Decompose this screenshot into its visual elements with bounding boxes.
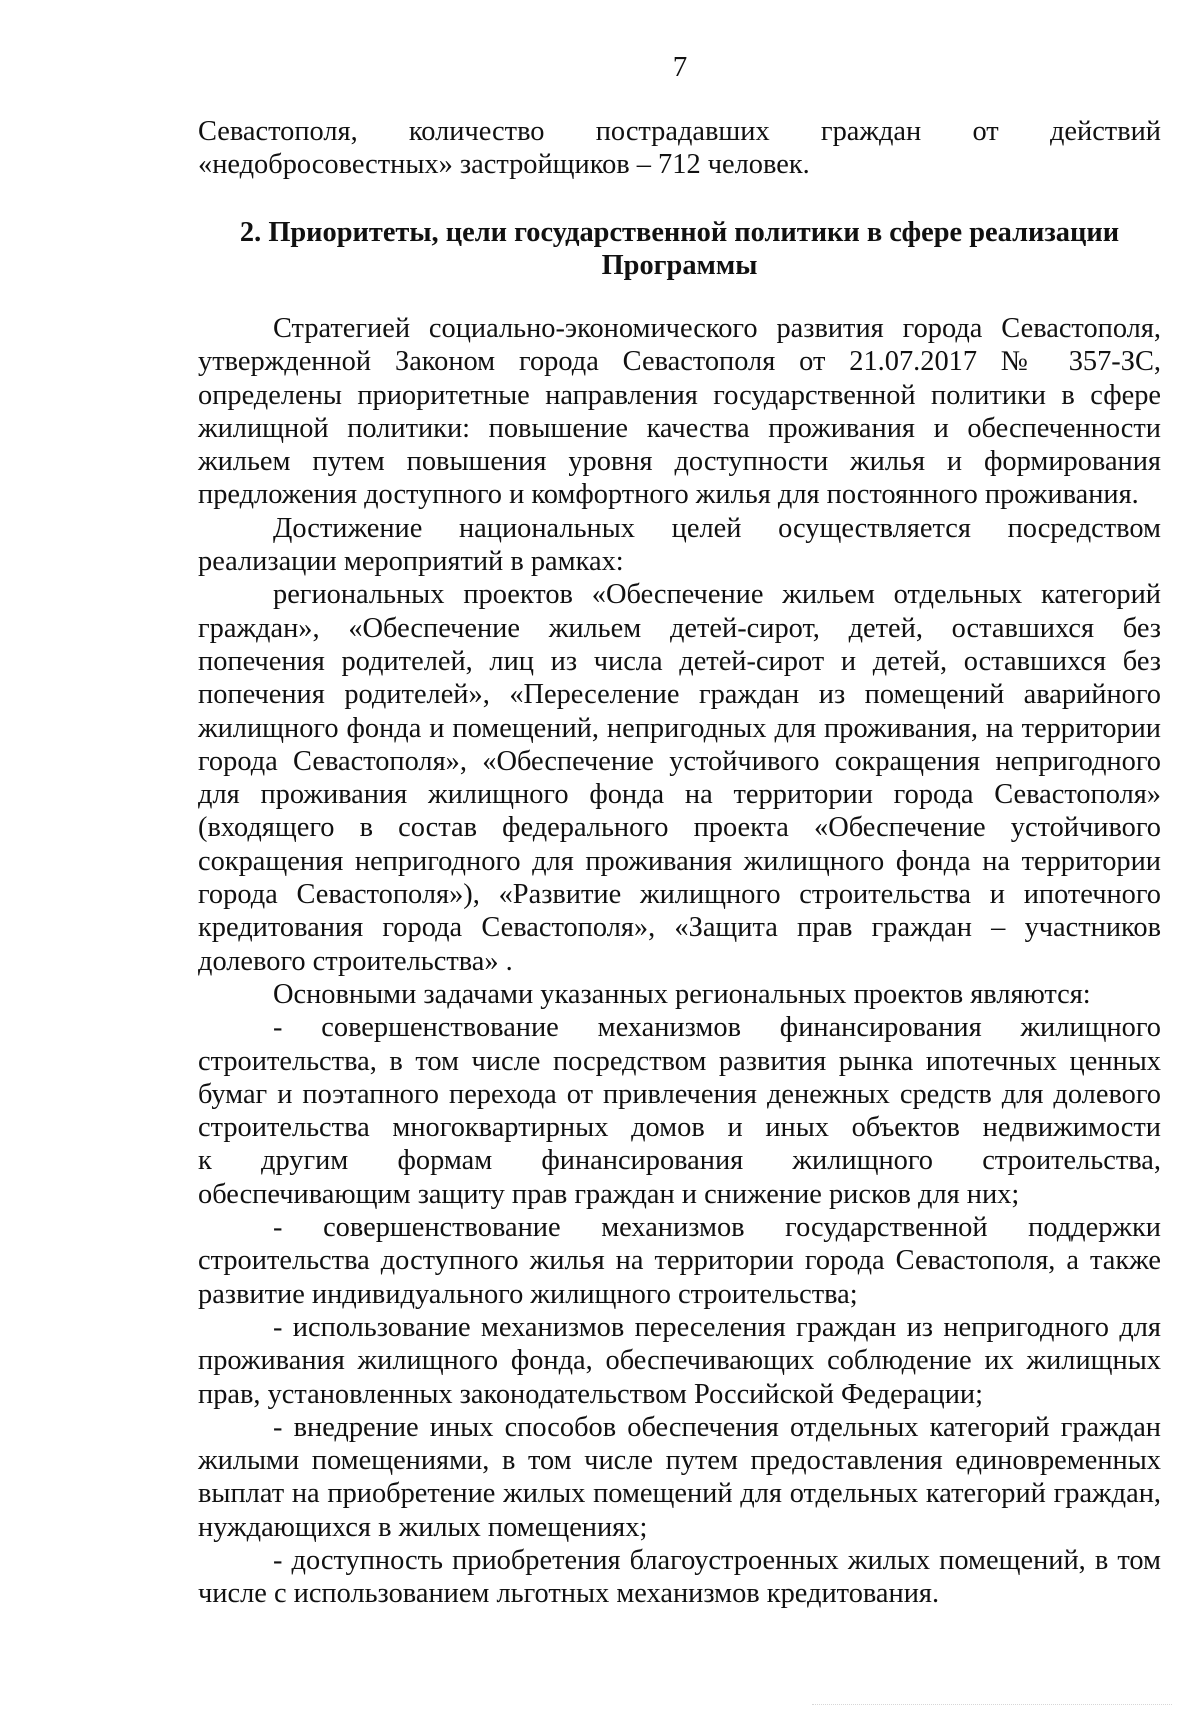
task-line: обеспечивающим защиту прав граждан и снижение рисков для них;: [198, 1178, 1020, 1210]
task-item-other-methods: [198, 1411, 1161, 1544]
strategy-line: жильем путем повышения уровня доступности жилья и формирования: [198, 446, 1161, 478]
intro-line: «недобросовестных» застройщиков – 712 человек.: [198, 149, 810, 181]
projects-line: кредитования города Севастополя», «Защита прав граждан – участников: [198, 912, 1161, 944]
tasks-intro-line: Основными задачами указанных региональных проектов являются:: [273, 978, 1091, 1010]
projects-line: граждан», «Обеспечение жильем детей-сирот, детей, оставшихся без: [198, 612, 1161, 644]
task-line: - совершенствование механизмов финансирования жилищного: [273, 1012, 1161, 1044]
projects-line: региональных проектов «Обеспечение жильем отдельных категорий: [273, 579, 1161, 611]
task-line: нуждающихся в жилых помещениях;: [198, 1511, 648, 1543]
projects-line: для проживания жилищного фонда на территории города Севастополя»: [198, 779, 1161, 811]
task-line: развитие индивидуального жилищного строительства;: [198, 1278, 858, 1310]
task-line: жилыми помещениями, в том числе путем предоставления единовременных: [198, 1445, 1161, 1477]
task-item-resettlement: [198, 1311, 1161, 1411]
strategy-line: определены приоритетные направления государственной политики в сфере: [198, 379, 1161, 411]
achievement-line: Достижение национальных целей осуществляется посредством: [273, 512, 1161, 544]
scan-artifact: [812, 1704, 1172, 1707]
tasks-intro-paragraph: [198, 978, 1161, 1011]
section-body: [198, 312, 1161, 1611]
strategy-line: предложения доступного и комфортного жилья для постоянного проживания.: [198, 479, 1139, 511]
task-line: строительства многоквартирных домов и иных объектов недвижимости: [198, 1112, 1161, 1144]
section-heading-line: 2. Приоритеты, цели государственной политики в сфере реализации: [239, 217, 1120, 248]
task-line: - использование механизмов переселения граждан из непригодного для: [273, 1311, 1161, 1343]
task-item-affordability: [198, 1544, 1161, 1611]
intro-line: Севастополя, количество пострадавших граждан от действий: [198, 116, 1161, 147]
section-heading: [198, 216, 1161, 282]
projects-line: попечения родителей, лиц из числа детей-сирот и детей, оставшихся без: [198, 645, 1161, 677]
section-heading-line: Программы: [601, 250, 758, 281]
task-line: выплат на приобретение жилых помещений для отдельных категорий граждан,: [198, 1478, 1161, 1510]
page-number: 7: [672, 51, 688, 83]
intro-paragraph: [198, 115, 1161, 182]
task-line: прав, установленных законодательством Российской Федерации;: [198, 1378, 983, 1410]
task-line: бумаг и поэтапного перехода от привлечения денежных средств для долевого: [198, 1078, 1161, 1110]
task-line: числе с использованием льготных механизмов кредитования.: [198, 1578, 940, 1610]
task-line: строительства, в том числе посредством развития рынка ипотечных ценных: [198, 1045, 1161, 1077]
projects-line: (входящего в состав федерального проекта «Обеспечение устойчивого: [198, 812, 1161, 844]
strategy-line: утвержденной Законом города Севастополя от 21.07.2017 № 357-ЗС,: [198, 346, 1161, 378]
strategy-line: Стратегией социально-экономического развития города Севастополя,: [273, 313, 1161, 344]
projects-line: попечения родителей», «Переселение граждан из помещений аварийного: [198, 679, 1161, 711]
task-item-state-support: [198, 1211, 1161, 1311]
task-line: к другим формам финансирования жилищного строительства,: [198, 1145, 1161, 1177]
task-line: - доступность приобретения благоустроенных жилых помещений, в том: [273, 1544, 1161, 1576]
task-line: проживания жилищного фонда, обеспечивающих соблюдение их жилищных: [198, 1345, 1161, 1377]
task-line: - совершенствование механизмов государственной поддержки: [273, 1212, 1161, 1244]
achievement-paragraph: [198, 512, 1161, 579]
projects-paragraph: [198, 578, 1161, 978]
strategy-paragraph: [198, 312, 1161, 512]
projects-line: сокращения непригодного для проживания жилищного фонда на территории: [198, 845, 1161, 877]
task-line: строительства доступного жилья на территории города Севастополя, а также: [198, 1245, 1161, 1277]
task-item-financing: [198, 1011, 1161, 1211]
task-line: - внедрение иных способов обеспечения отдельных категорий граждан: [273, 1411, 1161, 1443]
projects-line: долевого строительства» .: [198, 945, 513, 977]
projects-line: города Севастополя», «Обеспечение устойчивого сокращения непригодного: [198, 745, 1161, 777]
projects-line: жилищного фонда и помещений, непригодных для проживания, на территории: [198, 712, 1161, 744]
projects-line: города Севастополя»), «Развитие жилищного строительства и ипотечного: [198, 879, 1161, 911]
achievement-line: реализации мероприятий в рамках:: [198, 546, 624, 578]
strategy-line: жилищной политики: повышение качества проживания и обеспеченности: [198, 412, 1161, 444]
